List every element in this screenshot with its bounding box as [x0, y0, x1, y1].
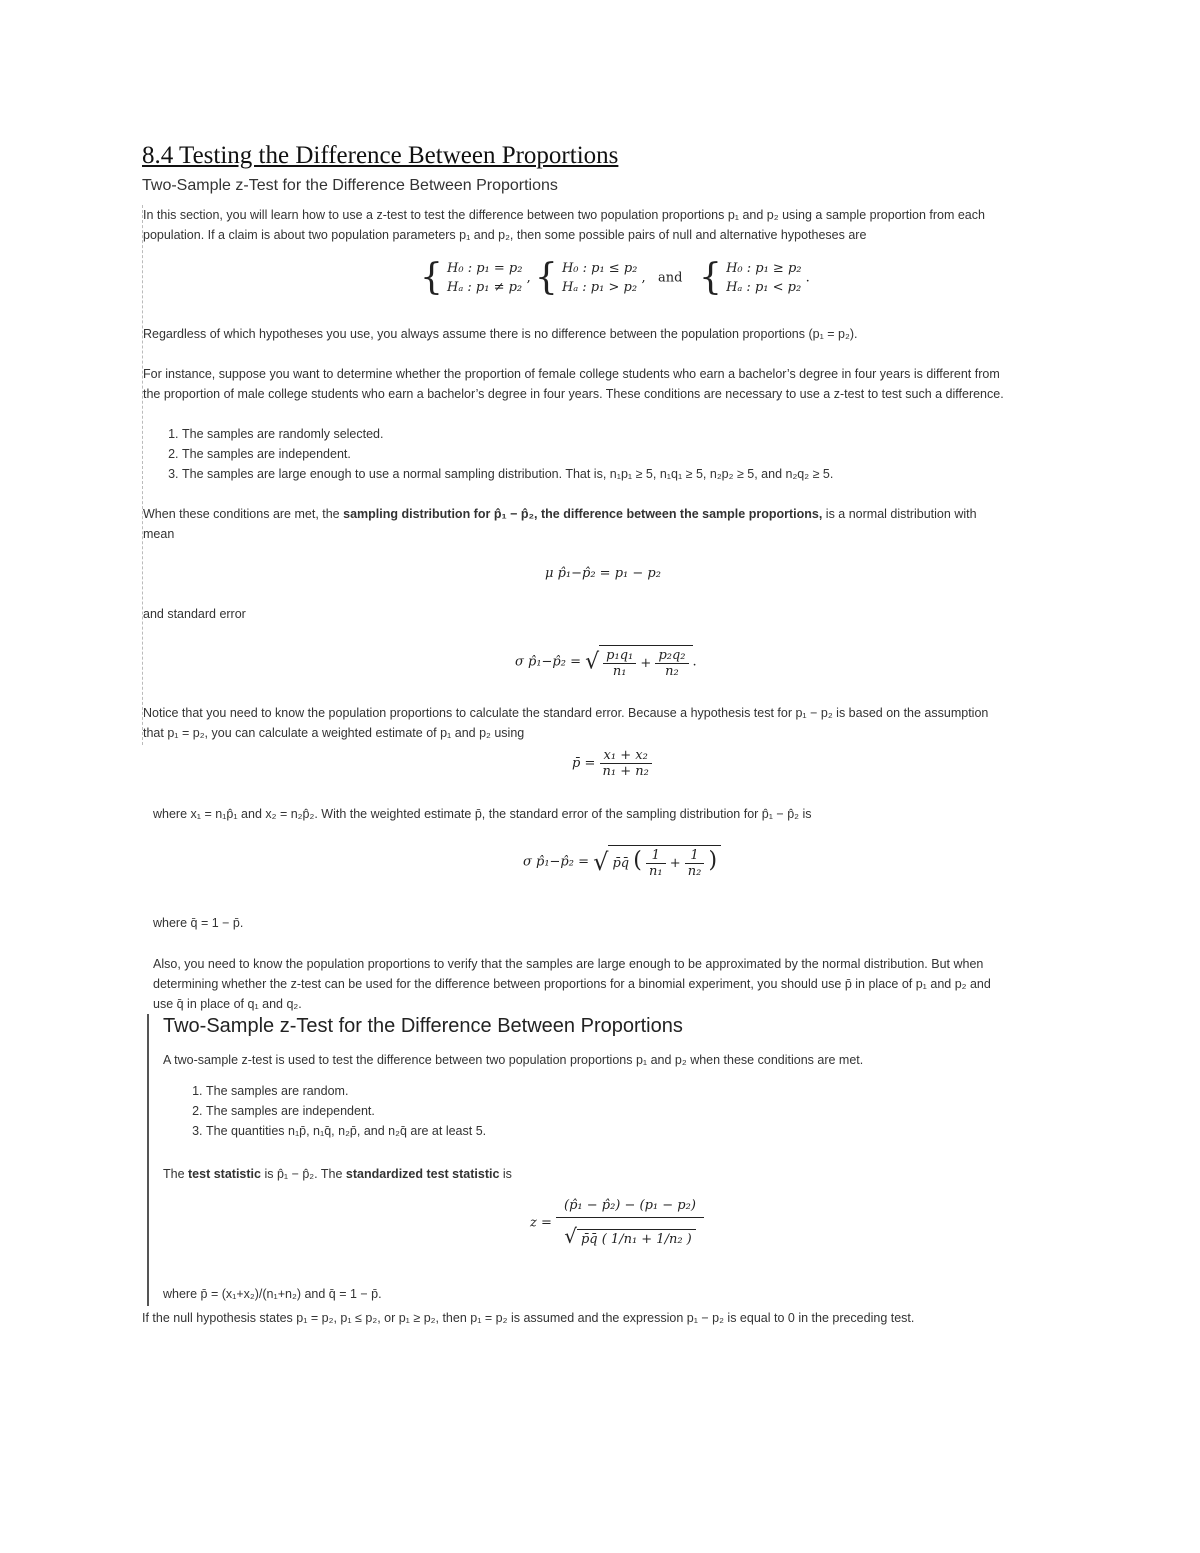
intro-paragraph	[143, 205, 985, 245]
when-met-paragraph: When these conditions are met, the sampling distribution for p̂₁ − p̂₂, the difference between the sample proportions, is a normal distribution with mean	[143, 507, 977, 541]
instance-line: the proportion of male college students who earn a bachelor’s degree in four years. These conditions are necessary to use a z-test to test such a difference.	[143, 387, 1004, 401]
alt-hypothesis: Hₐ : p₁ < p₂	[726, 280, 802, 295]
pooled-standard-error-formula: σ p̂₁−p̂₂ = √ p̄q̄ ( $\frac{1}{\text{n₁}}$ + $\frac{1}{\text{n₂}}$ )	[523, 845, 721, 879]
box-condition-item: 1. The samples are random.	[206, 1081, 486, 1101]
intro-line: In this section, you will learn how to use a z-test to test the difference between two population proportions p₁ and p₂ using a sample proportion from each	[143, 208, 985, 222]
standard-error-label: and standard error	[143, 607, 246, 621]
also-line: Also, you need to know the population proportions to verify that the samples are large enough to be approximated by the normal distribution. But when	[153, 957, 984, 971]
instance-line: For instance, suppose you want to determine whether the proportion of female college students who earn a bachelor’s degree in four years is different from	[143, 367, 1000, 381]
box-where-text: where p̄ = (x₁+x₂)/(n₁+n₂) and q̄ = 1 − p̄.	[163, 1287, 382, 1301]
hypothesis-set-1	[447, 259, 522, 297]
box-intro: A two-sample z-test is used to test the difference between two population proportions p₁ and p₂ when these conditions are met.	[163, 1053, 864, 1067]
alt-hypothesis: Hₐ : p₁ ≠ p₂	[447, 280, 523, 295]
where-q-text: where q̄ = 1 − p̄.	[153, 916, 244, 930]
mean-formula: μ p̂₁−p̂₂ = p₁ − p₂	[545, 566, 661, 581]
null-hypothesis: H₀ : p₁ = p₂	[447, 261, 523, 276]
and-word: and	[658, 270, 683, 286]
standard-error-formula: σ p̂₁−p̂₂ = √ $\frac{\text{p₁q₁}}{\text{n₁}}$ + $\frac{\text{p₂q₂}}{\text{n₂}}$ .	[515, 645, 697, 679]
condition-item: 3. The samples are large enough to use a normal sampling distribution. That is, n₁p₁ ≥ 5, n₁q₁ ≥ 5, n₂p₂ ≥ 5, and n₂q₂ ≥ 5.	[182, 464, 833, 484]
notice-line: that p₁ = p₂, you can calculate a weighted estimate of p₁ and p₂ using	[143, 726, 525, 740]
also-line: determining whether the z-test can be used for the difference between proportions for a binomial experiment, you should use p̄ in place of p₁ and p₂ and	[153, 977, 991, 991]
z-statistic-formula: z = $\frac{\text{(p̂₁ − p̂₂) − (p₁ − p₂)}}{\text{√ p̄q̄ ( 1/n₁ + 1/n₂ )}}$	[530, 1198, 704, 1248]
section-subheading: Two-Sample z-Test for the Difference Between Proportions	[142, 177, 558, 194]
conditions-list	[162, 424, 833, 484]
regardless-text: Regardless of which hypotheses you use, you always assume there is no difference between the population proportions (p₁ = p₂).	[143, 327, 858, 341]
also-line: use q̄ in place of q₁ and q₂.	[153, 997, 302, 1011]
condition-item: 2. The samples are independent.	[182, 444, 833, 464]
notice-paragraph	[143, 703, 988, 743]
sampling-distribution-term: sampling distribution for p̂₁ − p̂₂, the difference between the sample proportions,	[343, 507, 823, 521]
test-statistic-text: The test statistic is p̂₁ − p̂₂. The standardized test statistic is	[163, 1167, 512, 1181]
box-condition-item: 3. The quantities n₁p̄, n₁q̄, n₂p̄, and n₂q̄ are at least 5.	[206, 1121, 486, 1141]
null-hypothesis: H₀ : p₁ ≤ p₂	[561, 261, 638, 276]
pbar-formula: p̄ = $\frac{\text{x₁ + x₂}}{\text{n₁ + n₂}}$	[572, 748, 652, 779]
condition-item: 1. The samples are randomly selected.	[182, 424, 833, 444]
hypothesis-set-3	[726, 259, 801, 297]
box-condition-item: 2. The samples are independent.	[206, 1101, 486, 1121]
where-x-text: where x₁ = n₁p̂₁ and x₂ = n₂p̂₂. With the weighted estimate p̄, the standard error of the sampling distribution for p̂₁ − p̂₂ is	[153, 807, 812, 821]
margin-guide	[142, 205, 143, 745]
null-hypothesis: H₀ : p₁ ≥ p₂	[726, 261, 802, 276]
notice-line: Notice that you need to know the population proportions to calculate the standard error. Because a hypothesis test for p₁ − p₂ is based on the assumption	[143, 706, 989, 720]
intro-line: population. If a claim is about two population parameters p₁ and p₂, then some possible pairs of null and alternative hypotheses are	[143, 228, 867, 242]
alt-hypothesis: Hₐ : p₁ > p₂	[561, 280, 638, 295]
also-paragraph	[153, 954, 991, 1014]
instance-paragraph	[143, 364, 1004, 404]
box-conditions-list	[186, 1081, 486, 1141]
definition-box-title: Two-Sample z-Test for the Difference Between Proportions	[163, 1015, 683, 1037]
hypothesis-set-2	[562, 259, 637, 297]
footer-text: If the null hypothesis states p₁ = p₂, p₁ ≤ p₂, or p₁ ≥ p₂, then p₁ = p₂ is assumed and the expression p₁ − p₂ is equal to 0 in the preceding test.	[142, 1311, 915, 1325]
page-title: 8.4 Testing the Difference Between Proportions	[142, 142, 619, 169]
hypotheses-block: { H₀ : p₁ = p₂ Hₐ : p₁ ≠ p₂ , { H₀ : p₁ ≤ p₂ Hₐ : p₁ > p₂ , and { H₀ : p₁ ≥ p₂ Hₐ : p₁ < p₂ .	[420, 257, 810, 298]
